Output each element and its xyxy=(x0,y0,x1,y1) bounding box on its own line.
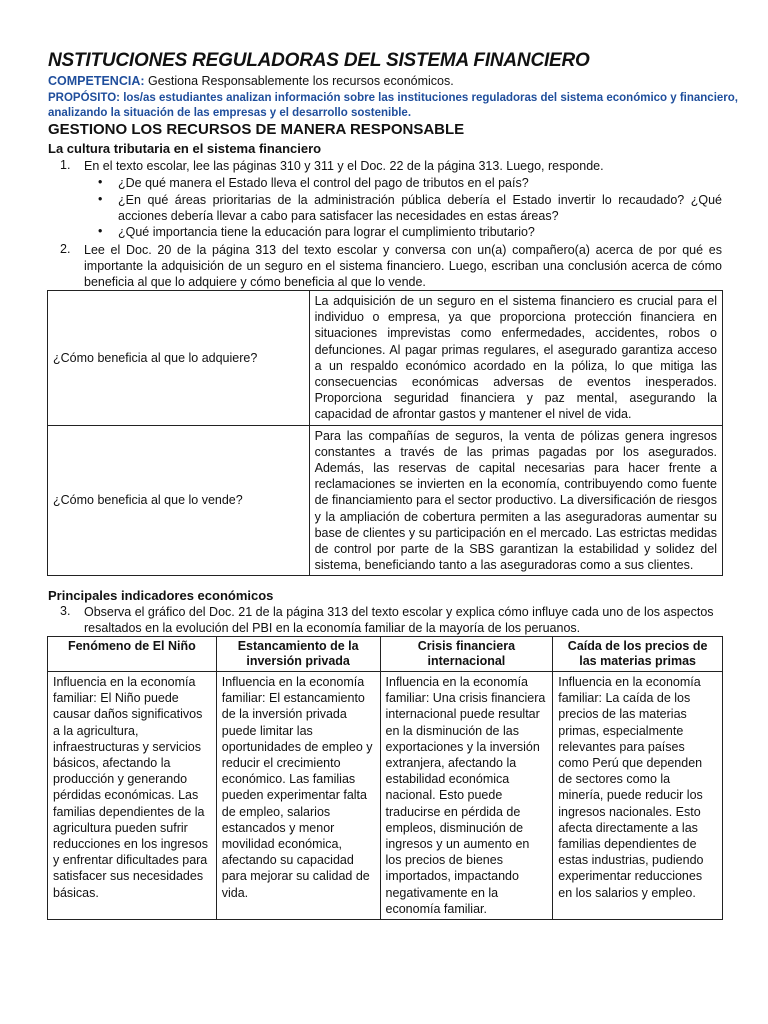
table-row xyxy=(48,291,723,426)
competencia-label: COMPETENCIA: xyxy=(48,74,145,88)
item1-bullet-2: ¿En qué áreas prioritarias de la administración pública debería el Estado invertir lo recaudado? ¿Qué acciones debería llevar a cabo para satisfacer las necesidades en estas áreas? xyxy=(118,193,722,223)
item3-text: Observa el gráfico del Doc. 21 de la página 313 del texto escolar y explica cómo influye cada uno de los aspectos resaltados en la evolución del PBI en la economía familiar de la mayoría de los peruanos. xyxy=(84,605,714,635)
header-cell: Caída de los precios de las materias primas xyxy=(553,637,723,672)
table-header-row xyxy=(48,637,723,672)
table-row xyxy=(48,672,723,920)
seguro-benefits-table xyxy=(47,290,723,576)
proposito-text-2: analizando la situación de las empresas y el desarrollo sostenible. xyxy=(48,107,412,119)
answer-cell: La adquisición de un seguro en el sistema financiero es crucial para el individuo o empresa, ya que proporciona protección financiera en situaciones imprevistas como enfermedades, accidentes, robos o defunciones. Al pagar primas regulares, el asegurado garantiza acceso a un respaldo económico acordado en la póliza, lo que mitiga las consecuencias económicas adversas de eventos inesperados. Proporciona seguridad financiera y paz mental, asegurando la capacidad de afrontar gastos y mantener el nivel de vida. xyxy=(309,291,722,426)
subsection-cultura-tributaria: La cultura tributaria en el sistema financiero xyxy=(48,141,322,156)
item1-bullet-3: ¿Qué importancia tiene la educación para lograr el cumplimiento tributario? xyxy=(118,225,535,239)
table-cell: Influencia en la economía familiar: El estancamiento de la inversión privada puede limitar las oportunidades de empleo y reducir el crecimiento económico. Las familias pueden experimentar falta de empleo, salarios estancados y menor movilidad económica, afectando su capacidad para mejorar su calidad de vida. xyxy=(216,672,380,920)
competencia-text: Gestiona Responsablemente los recursos económicos. xyxy=(144,74,454,88)
item2-number: 2. xyxy=(60,242,71,256)
item1-text: En el texto escolar, lee las páginas 310 y 311 y el Doc. 22 de la página 313. Luego, responde. xyxy=(84,159,604,173)
header-cell: Crisis financiera internacional xyxy=(380,637,553,672)
item3-number: 3. xyxy=(60,604,71,618)
question-cell: ¿Cómo beneficia al que lo vende? xyxy=(48,425,310,576)
bullet-icon: • xyxy=(98,192,103,206)
pbi-factors-table xyxy=(47,636,723,920)
proposito-label: PROPÓSITO: xyxy=(48,92,120,104)
document-title: NSTITUCIONES REGULADORAS DEL SISTEMA FINANCIERO xyxy=(48,50,590,71)
proposito-line-2 xyxy=(48,104,411,121)
bullet-icon: • xyxy=(98,175,103,189)
answer-cell: Para las compañías de seguros, la venta de pólizas genera ingresos constantes a través de las primas pagadas por los asegurados. Además, las reservas de capital necesarias para hacer frente a reclamaciones se invierten en la economía, contribuyendo como fuente de financiamiento para el sector productivo. La diversificación de riesgos y la ampliación de cobertura permiten a las aseguradoras aumentar su base de clientes y su participación en el mercado. Las estrictas medidas de control por parte de la SBS garantizan la estabilidad y solidez del sistema, beneficiando tanto a las aseguradoras como a sus clientes. xyxy=(309,425,722,576)
item1-bullet-1: ¿De qué manera el Estado lleva el control del pago de tributos en el país? xyxy=(118,176,529,190)
table-cell: Influencia en la economía familiar: La caída de los precios de las materias primas, especialmente relevantes para países como Perú que dependen de sectores como la minería, puede reducir los ingresos nacionales. Esto afecta directamente a las familias dependientes de estas industrias, pudiendo experimentar reducciones en los salarios y empleo. xyxy=(553,672,723,920)
table-cell: Influencia en la economía familiar: Una crisis financiera internacional puede resultar en la disminución de las exportaciones y la inversión extranjera, afectando la estabilidad económica nacional. Esto puede traducirse en pérdida de empleos, disminución de ingresos y un aumento en los precios de bienes importados, impactando negativamente en la economía familiar. xyxy=(380,672,553,920)
proposito-text-1: los/as estudiantes analizan información sobre las instituciones reguladoras del sistema económico y financiero, xyxy=(120,92,738,104)
section-title: GESTIONO LOS RECURSOS DE MANERA RESPONSABLE xyxy=(48,121,465,138)
header-cell: Estancamiento de la inversión privada xyxy=(216,637,380,672)
header-cell: Fenómeno de El Niño xyxy=(48,637,217,672)
question-cell: ¿Cómo beneficia al que lo adquiere? xyxy=(48,291,310,426)
table-cell: Influencia en la economía familiar: El Niño puede causar daños significativos a la agricultura, infraestructuras y servicios básicos, afectando la producción y generando pérdidas económicas. Las familias dependientes de la agricultura pueden sufrir reducciones en los ingresos y enfrentar dificultades para satisfacer sus necesidades básicas. xyxy=(48,672,217,920)
item1-number: 1. xyxy=(60,158,71,172)
bullet-icon: • xyxy=(98,224,103,238)
table-row xyxy=(48,425,723,576)
competencia-line xyxy=(48,73,454,89)
subsection-indicadores: Principales indicadores económicos xyxy=(48,588,274,603)
item2-text: Lee el Doc. 20 de la página 313 del texto escolar y conversa con un(a) compañero(a) acerca de por qué es importante la adquisición de un seguro en el sistema financiero. Luego, escriban una conclusión acerca de cómo beneficia al que lo adquiere y cómo beneficia al que lo vende. xyxy=(84,243,722,289)
